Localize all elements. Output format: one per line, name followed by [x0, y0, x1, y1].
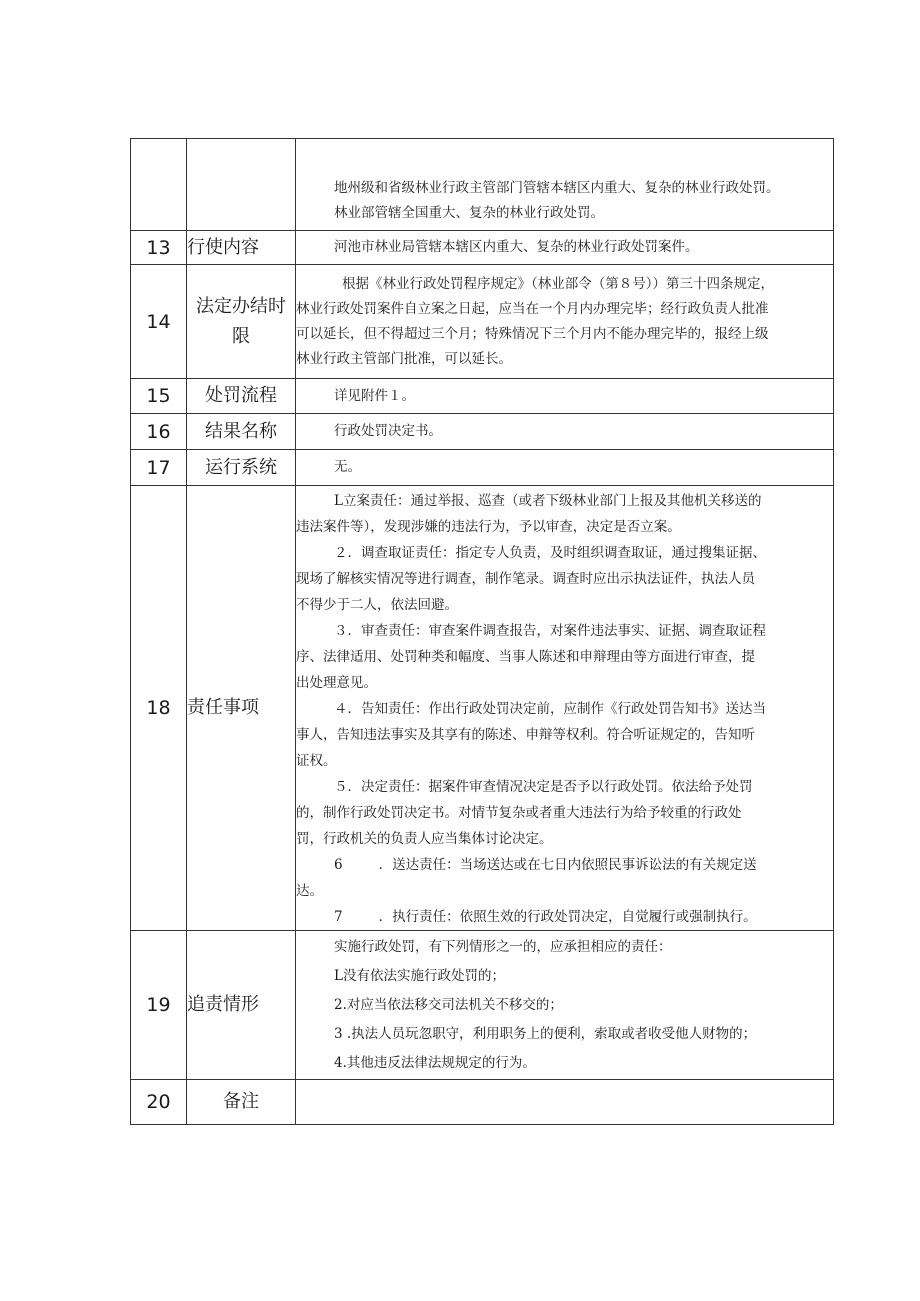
table-row-13: 13 行使内容 河池市林业局管辖本辖区内重大、复杂的林业行政处罚案件。 [131, 231, 834, 265]
responsibility-table [130, 138, 834, 1125]
list-item: ５．决定责任：据案件审查情况决定是否予以行政处罚。依法给予处罚 的，制作行政处罚决定书。对情节复杂或者重大违法行为给予较重的行政处 罚，行政机关的负责人应当集体讨论决定。 [296, 779, 753, 847]
row-label: 结果名称 [187, 414, 296, 450]
table-row-15: 15 处罚流程 详见附件１。 [131, 379, 834, 414]
row-number: 19 [131, 931, 187, 1080]
row-label: 追责情形 [187, 931, 296, 1080]
list-item: ４．告知责任：作出行政处罚决定前，应制作《行政处罚告知书》送达当 事人，告知违法事实及其享有的陈述、申辩等权利。符合听证规定的，告知听 证权。 [296, 701, 766, 769]
list-item: ２．调查取证责任：指定专人负责，及时组织调查取证，通过搜集证据、 现场了解核实情况等进行调查，制作笔录。调查时应出示执法证件，执法人员 不得少于二人，依法回避。 [296, 545, 766, 613]
table-row-19: 19 追责情形 实施行政处罚，有下列情形之一的，应承担相应的责任： L没有依法实施行政处罚的； 2.对应当依法移交司法机关不移交的； 3 .执法人员玩忽职守，利用职务上的便利，索取或者收受他人财物的； 4.其他违反法律法规规定的行为。 [131, 931, 834, 1080]
table-row-16: 16 结果名称 行政处罚决定书。 [131, 414, 834, 450]
row-label: 法定办结时 限 [187, 265, 296, 379]
table-row-20 [131, 1080, 834, 1125]
list-item: 6 ．送达责任：当场送达或在七日内依照民事诉讼法的有关规定送 达。 [296, 857, 757, 899]
list-item: ３．审查责任：审查案件调查报告，对案件违法事实、证据、调查取证程 序、法律适用、处罚种类和幅度、当事人陈述和申辩理由等方面进行审查，提 出处理意见。 [296, 623, 766, 691]
responsibility-items [296, 486, 834, 931]
row-label: 处罚流程 [187, 379, 296, 414]
row-label: 备注 [187, 1080, 296, 1125]
table-row-14: 14 法定办结时 限 根据《林业行政处罚程序规定》（林业部令（第８号））第三十四条规定， 林业行政处罚案件自立案之日起，应当在一个月内办理完毕；经行政负责人批准 可以延长，但不得超过三个月；特殊情况下三个月内不能办理完毕的，报经上级 林业行政主管部门批准，可以延长。 [131, 265, 834, 379]
row-number: 14 [131, 265, 187, 379]
row-number: 20 [131, 1080, 187, 1125]
row-number: 18 [131, 486, 187, 931]
table-row-continuation [131, 139, 834, 231]
row-number: 17 [131, 450, 187, 486]
row-number: 15 [131, 379, 187, 414]
list-item: 7 ．执行责任：依照生效的行政处罚决定，自觉履行或强制执行。 [334, 909, 757, 925]
row-label: 责任事项 [187, 486, 296, 931]
list-item: L立案责任：通过举报、巡查（或者下级林业部门上报及其他机关移送的 违法案件等），发现涉嫌的违法行为，予以审查，决定是否立案。 [296, 493, 762, 535]
table-row-17: 17 运行系统 无。 [131, 450, 834, 486]
row-number: 16 [131, 414, 187, 450]
row-label: 行使内容 [187, 231, 296, 265]
row-number: 13 [131, 231, 187, 265]
continuation-content: 地州级和省级林业行政主管部门管辖本辖区内重大、复杂的林业行政处罚。 林业部管辖全国重大、复杂的林业行政处罚。 [296, 139, 834, 231]
table-row-18 [131, 486, 834, 931]
row-label: 运行系统 [187, 450, 296, 486]
